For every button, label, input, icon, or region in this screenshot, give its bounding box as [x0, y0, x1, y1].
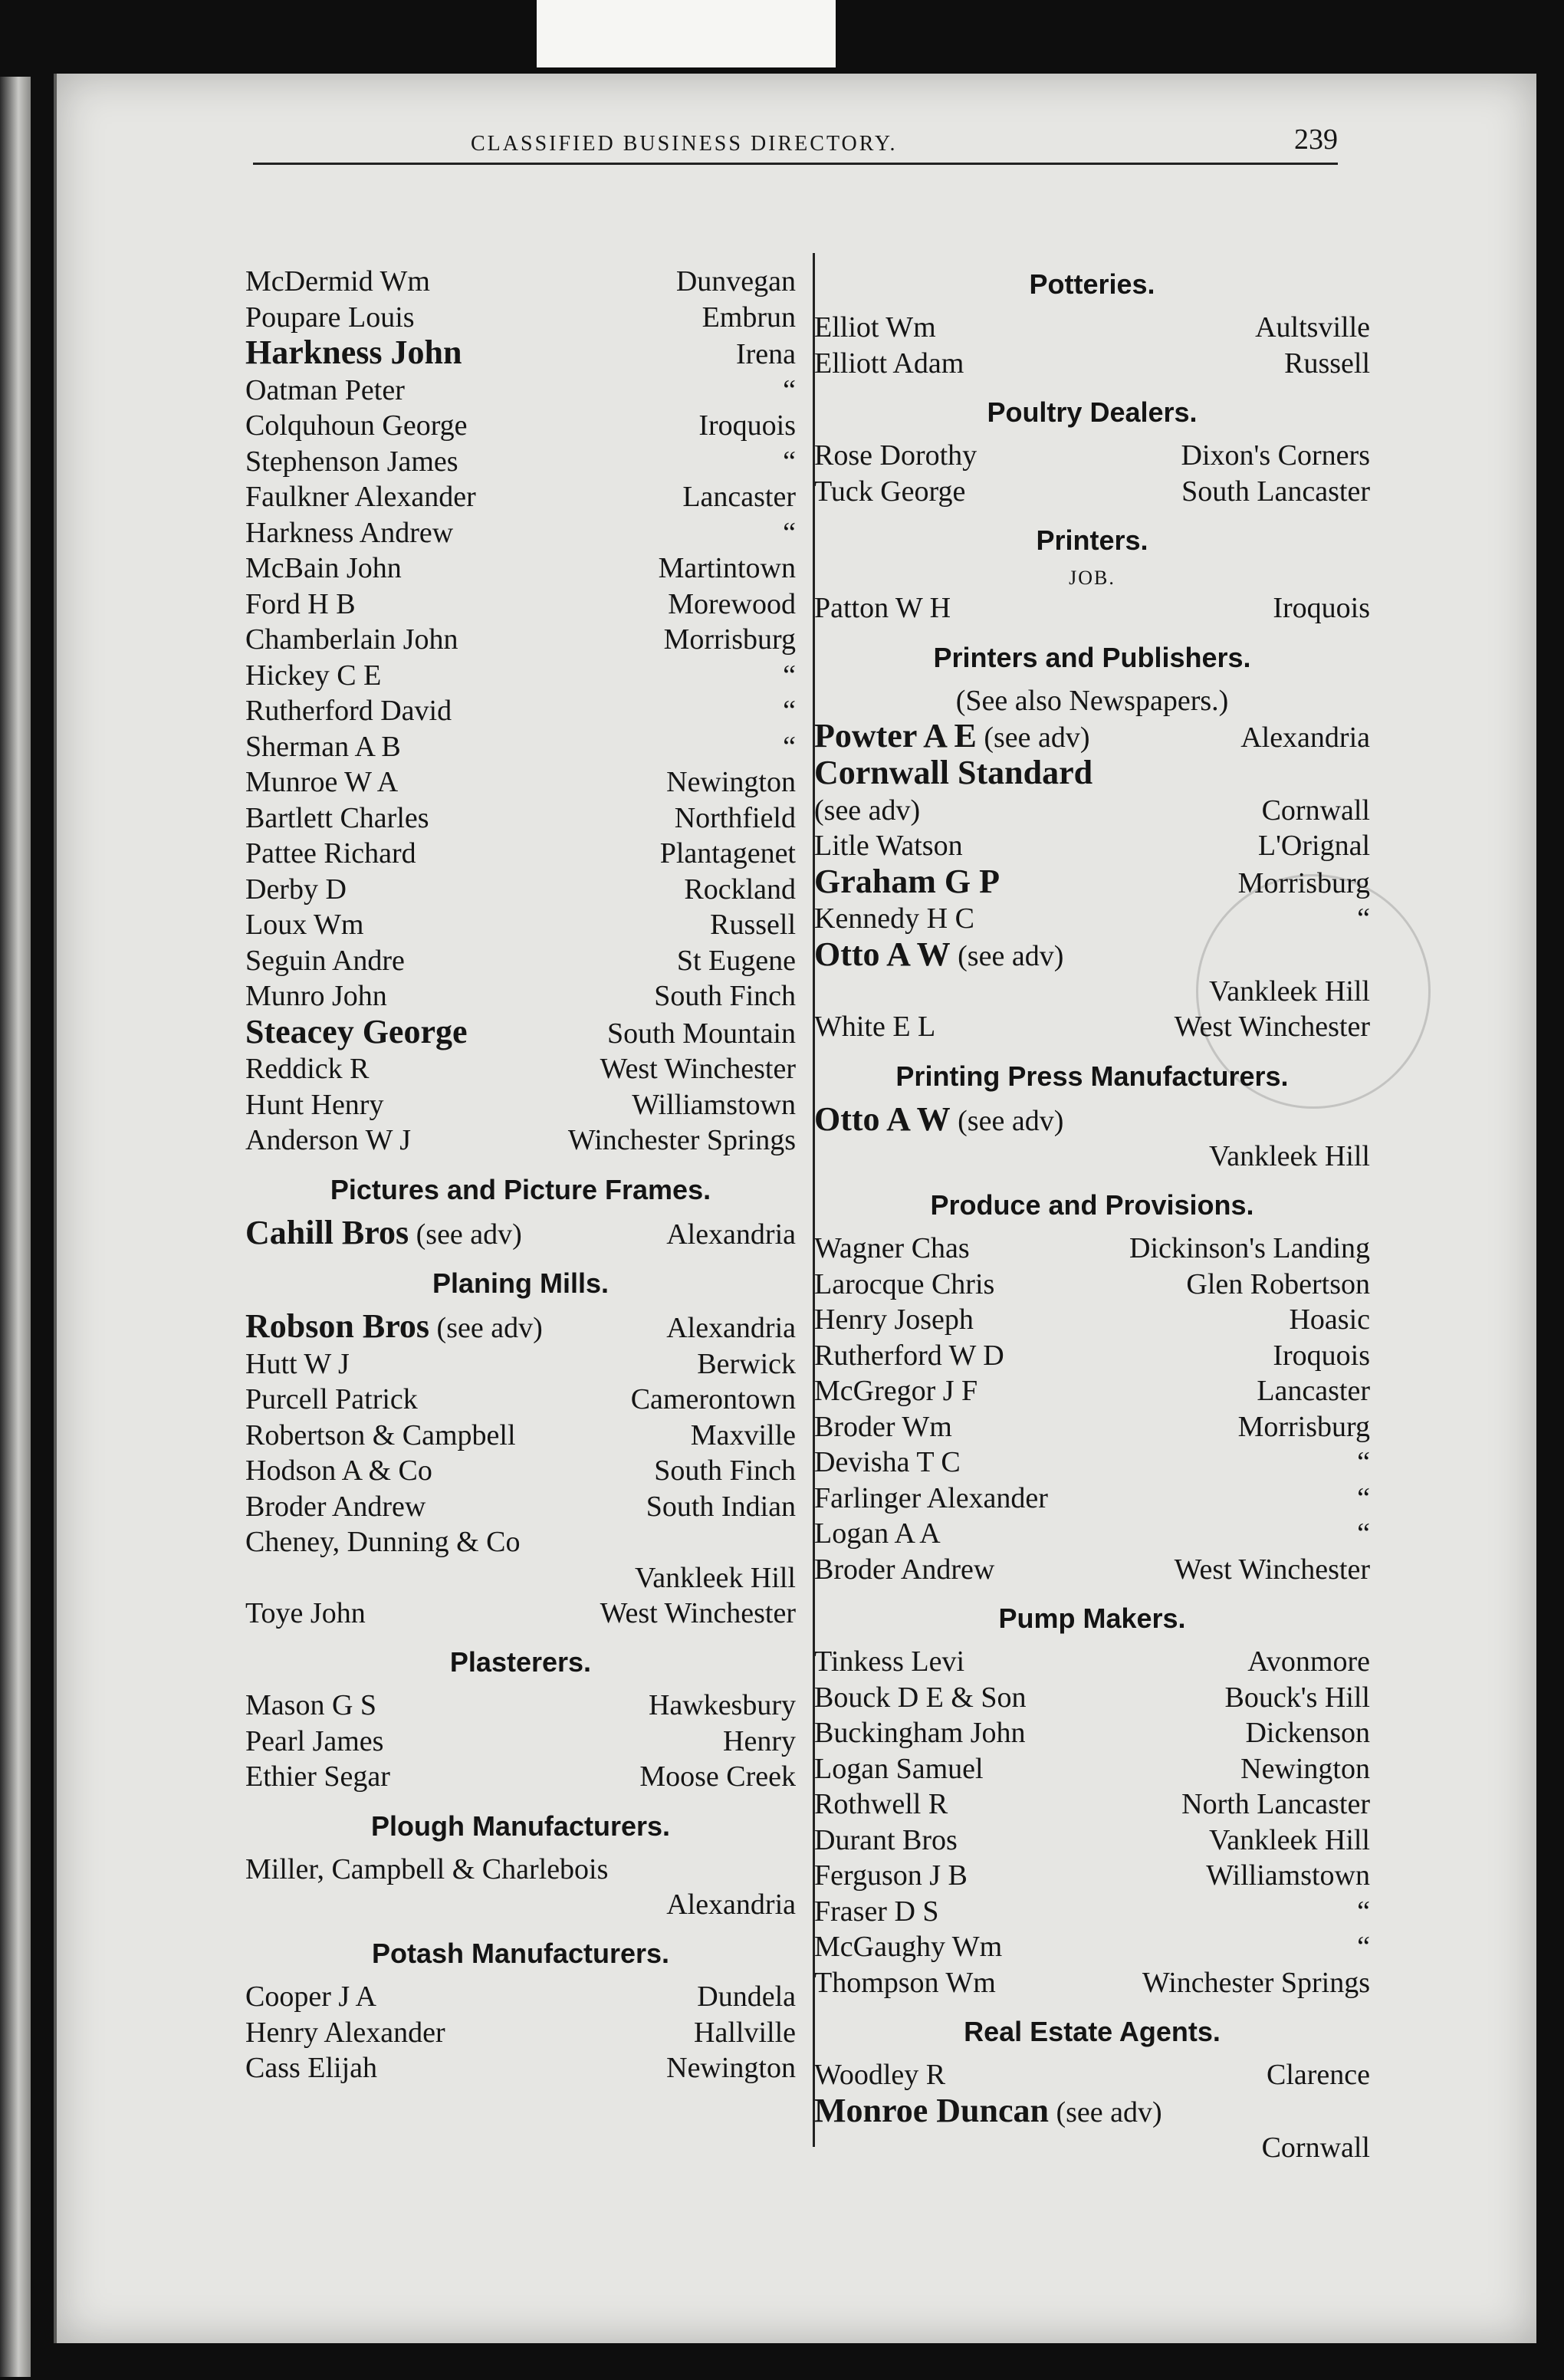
directory-entry [245, 444, 796, 480]
directory-entry [245, 587, 796, 623]
entry-name: Mason G S [245, 1689, 377, 1721]
directory-entry [245, 408, 796, 444]
entry-name: Rose Dorothy [814, 439, 978, 472]
entry-location: Hawkesbury [648, 1689, 796, 1721]
entry-name: Steacey George [245, 1012, 468, 1050]
entry-location: Morrisburg [663, 623, 796, 656]
section-heading: Pump Makers. [998, 1603, 1186, 1634]
entry-name: Larocque Chris [814, 1267, 995, 1300]
entry-name: Munroe W A [245, 766, 399, 798]
entry-name: Purcell Patrick [245, 1383, 418, 1415]
entry-location-continued: Vankleek Hill [1208, 975, 1370, 1008]
directory-entry [245, 658, 796, 694]
entry-location: Hallville [694, 2016, 796, 2049]
entry-location: Morewood [668, 587, 796, 620]
entry-name: Logan Samuel [814, 1752, 984, 1785]
section-heading: Printers and Publishers. [933, 641, 1251, 673]
entry-note: (see adv) [958, 1104, 1064, 1137]
entry-location: South Finch [654, 980, 796, 1012]
directory-entry [245, 1852, 796, 1888]
entry-location: “ [1357, 902, 1370, 935]
entry-name: (see adv) [814, 794, 921, 827]
entry-name: Ethier Segar [245, 1760, 390, 1793]
section-heading: Plasterers. [449, 1646, 592, 1678]
entry-name: Bouck D E & Son [814, 1681, 1027, 1714]
entry-name: Loux Wm [245, 909, 364, 941]
entry-location: West Winchester [1174, 1011, 1370, 1043]
entry-location: “ [783, 695, 796, 727]
entry-location: Dickinson's Landing [1129, 1232, 1370, 1264]
entry-location: “ [1357, 1931, 1370, 1963]
directory-entry [245, 1979, 796, 2015]
entry-name: Kennedy H C [814, 902, 974, 935]
entry-location: Alexandria [1240, 721, 1370, 754]
directory-entry [814, 1409, 1370, 1445]
entry-location: Russell [710, 909, 796, 941]
entry-note: (see adv) [436, 1312, 543, 1344]
entry-location: “ [783, 516, 796, 549]
entry-location: “ [1357, 1517, 1370, 1550]
entry-location: Clarence [1266, 2059, 1370, 2091]
entry-name: Reddick R [245, 1053, 370, 1085]
directory-entry [245, 1724, 796, 1760]
directory-entry [245, 479, 796, 515]
entry-name: Robson Bros [245, 1307, 430, 1345]
entry-name: Rothwell R [814, 1788, 948, 1820]
entry-name: Chamberlain John [245, 623, 458, 656]
entry-location: Russell [1284, 347, 1370, 380]
entry-note: (see adv) [1056, 2096, 1162, 2129]
directory-entry [245, 1123, 796, 1159]
directory-entry [245, 373, 796, 409]
directory-entry [245, 836, 796, 872]
entry-name: Tuck George [814, 475, 966, 508]
entry-location-continued: Alexandria [666, 1889, 796, 1921]
directory-entry [814, 1481, 1370, 1517]
entry-location: Winchester Springs [567, 1124, 796, 1156]
entry-name: Anderson W J [245, 1124, 412, 1156]
directory-entry [245, 1453, 796, 1489]
entry-name: McGaughy Wm [814, 1931, 1003, 1963]
directory-entry [814, 718, 1370, 756]
directory-entry [814, 1373, 1370, 1409]
directory-entry [814, 1644, 1370, 1680]
entry-location: Alexandria [666, 1312, 796, 1344]
directory-entry [245, 1014, 796, 1052]
directory-entry [245, 1051, 796, 1087]
entry-name: Poupare Louis [245, 301, 415, 334]
directory-entry [814, 1267, 1370, 1303]
entry-location: “ [783, 373, 796, 406]
entry-name: Broder Andrew [814, 1553, 995, 1586]
entry-location: Williamstown [632, 1088, 796, 1121]
entry-location: Alexandria [666, 1218, 796, 1251]
section-subheading: JOB. [1069, 567, 1116, 589]
directory-entry [814, 828, 1370, 864]
entry-name: Woodley R [814, 2059, 946, 2091]
directory-entry [245, 729, 796, 765]
entry-location: North Lancaster [1181, 1788, 1370, 1820]
entry-location: Williamstown [1206, 1859, 1370, 1892]
directory-entry [245, 943, 796, 979]
entry-location: Berwick [697, 1347, 796, 1380]
entry-location-continued: Vankleek Hill [1208, 1140, 1370, 1172]
entry-location: Iroquois [1273, 592, 1370, 624]
entry-name: Colquhoun George [245, 409, 468, 442]
section-heading: Real Estate Agents. [964, 2016, 1221, 2047]
entry-note: (see adv) [984, 721, 1090, 754]
directory-entry [814, 346, 1370, 382]
entry-location: Dundela [697, 1981, 796, 2013]
entry-name: Monroe Duncan [814, 2091, 1049, 2129]
entry-name: Miller, Campbell & Charlebois [245, 1852, 609, 1885]
directory-entry [245, 515, 796, 551]
entry-name: Devisha T C [814, 1446, 961, 1478]
entry-name: Harkness John [245, 334, 462, 371]
entry-name: Pattee Richard [245, 837, 416, 869]
entry-name: Cooper J A [245, 1981, 376, 2013]
entry-name: Henry Joseph [814, 1303, 974, 1336]
directory-entry [245, 1688, 796, 1724]
directory-entry [814, 310, 1370, 346]
entry-location: Vankleek Hill [1208, 1823, 1370, 1856]
entry-location: South Lancaster [1181, 475, 1370, 508]
entry-name: Otto A W [814, 1100, 951, 1138]
directory-entry [814, 474, 1370, 510]
entry-location: Newington [666, 766, 796, 798]
directory-entry [245, 978, 796, 1014]
left-column [245, 264, 796, 2086]
entry-note: (see adv) [958, 939, 1064, 972]
entry-location: Northfield [674, 801, 796, 834]
directory-entry [245, 800, 796, 837]
section-heading: Potash Manufacturers. [371, 1938, 670, 1969]
entry-location: Morrisburg [1237, 1410, 1370, 1443]
entry-name: Cass Elijah [245, 2052, 378, 2084]
page-number: 239 [1294, 123, 1338, 156]
directory-entry [245, 1596, 796, 1632]
entry-location: Lancaster [1257, 1375, 1370, 1407]
directory-entry [814, 1894, 1370, 1930]
section-heading: Planing Mills. [432, 1267, 610, 1299]
entry-name: Cheney, Dunning & Co [245, 1526, 521, 1558]
section-heading: Potteries. [1029, 268, 1155, 300]
section-heading: Poultry Dealers. [987, 396, 1198, 428]
entry-location: Bouck's Hill [1224, 1681, 1370, 1714]
right-column [814, 253, 1370, 2165]
directory-entry [814, 2057, 1370, 2093]
directory-entry [814, 1751, 1370, 1787]
entry-name: Pearl James [245, 1724, 384, 1757]
directory-entry [814, 864, 1370, 902]
directory-entry [245, 1418, 796, 1454]
directory-entry [814, 1102, 1370, 1139]
entry-location: Dunvegan [675, 265, 796, 298]
directory-entry [814, 1445, 1370, 1481]
directory-entry [245, 264, 796, 300]
entry-location: Aultsville [1255, 311, 1370, 344]
entry-name: Buckingham John [814, 1717, 1026, 1749]
entry-location: Maxville [690, 1418, 796, 1451]
entry-name: Thompson Wm [814, 1966, 996, 1999]
directory-entry [245, 1087, 796, 1123]
binding-edge [0, 77, 31, 2377]
section-note: (See also Newspapers.) [955, 684, 1229, 717]
directory-entry [245, 1215, 796, 1253]
directory-entry [245, 2015, 796, 2051]
entry-name: Stephenson James [245, 445, 458, 478]
entry-location: Plantagenet [659, 837, 796, 869]
entry-name: McDermid Wm [245, 265, 430, 298]
entry-location: Moose Creek [639, 1760, 796, 1793]
entry-name: Robertson & Campbell [245, 1418, 516, 1451]
directory-entry [814, 1338, 1370, 1374]
entry-location: Hoasic [1289, 1303, 1370, 1336]
entry-location: Rockland [684, 873, 796, 906]
entry-location: Embrun [702, 301, 796, 334]
directory-entry [814, 1823, 1370, 1859]
paper-tab [537, 0, 836, 67]
section-heading: Produce and Provisions. [930, 1189, 1254, 1221]
entry-name: Henry Alexander [245, 2016, 445, 2049]
entry-location: Iroquois [698, 409, 796, 442]
entry-location: “ [1357, 1481, 1370, 1514]
entry-location: West Winchester [600, 1596, 796, 1629]
section-heading: Plough Manufacturers. [370, 1810, 671, 1842]
directory-entry [245, 551, 796, 587]
entry-name: Patton W H [814, 592, 951, 624]
entry-name: Rutherford W D [814, 1339, 1004, 1372]
directory-entry [245, 1382, 796, 1418]
entry-location: West Winchester [600, 1053, 796, 1085]
entry-name: Tinkess Levi [814, 1645, 965, 1678]
entry-name: Harkness Andrew [245, 516, 454, 549]
directory-entry [814, 1858, 1370, 1894]
directory-entry [245, 872, 796, 908]
entry-location: Dickenson [1245, 1717, 1370, 1749]
entry-location-continued: Vankleek Hill [634, 1561, 796, 1594]
entry-name: Oatman Peter [245, 373, 405, 406]
entry-location: Camerontown [630, 1383, 796, 1415]
section-heading: Printers. [1036, 524, 1148, 556]
entry-location: L'Orignal [1257, 830, 1370, 862]
entry-name: Graham G P [814, 862, 1000, 900]
entry-name: Elliott Adam [814, 347, 964, 380]
entry-name: Logan A A [814, 1517, 941, 1550]
entry-location: Henry [723, 1724, 796, 1757]
entry-location: Avonmore [1247, 1645, 1370, 1678]
entry-location: Irena [735, 338, 796, 370]
entry-note: (see adv) [416, 1218, 522, 1251]
entry-location: “ [1357, 1446, 1370, 1478]
entry-name: Sherman A B [245, 730, 401, 763]
directory-entry [814, 590, 1370, 626]
entry-location: South Indian [646, 1490, 796, 1523]
entry-name: Broder Wm [814, 1410, 952, 1443]
entry-name: Rutherford David [245, 695, 452, 727]
entry-name: Hunt Henry [245, 1088, 384, 1121]
entry-location: West Winchester [1174, 1553, 1370, 1586]
directory-entry [814, 1680, 1370, 1716]
entry-name: Munro John [245, 980, 387, 1012]
directory-entry [245, 764, 796, 800]
entry-name: Hodson A & Co [245, 1455, 432, 1487]
directory-entry [814, 1302, 1370, 1338]
entry-location-continued: Cornwall [1261, 2132, 1370, 2164]
directory-entry [245, 693, 796, 729]
entry-location: Glen Robertson [1186, 1267, 1370, 1300]
entry-name: Durant Bros [814, 1823, 958, 1856]
entry-location: “ [783, 659, 796, 692]
directory-entry [814, 1009, 1370, 1045]
directory-entry [245, 1489, 796, 1525]
entry-name: Ford H B [245, 587, 356, 620]
entry-name: Powter A E [814, 716, 977, 754]
entry-name: Ferguson J B [814, 1859, 968, 1892]
directory-entry [245, 1346, 796, 1382]
directory-entry [245, 300, 796, 336]
entry-location: South Finch [654, 1455, 796, 1487]
directory-entry [814, 793, 1370, 829]
entry-name: McGregor J F [814, 1375, 978, 1407]
entry-name: Faulkner Alexander [245, 481, 476, 513]
entry-location: Newington [1240, 1752, 1370, 1785]
directory-entry [814, 937, 1370, 975]
entry-name: Wagner Chas [814, 1232, 970, 1264]
entry-name: Fraser D S [814, 1895, 939, 1928]
header-rule [253, 163, 1338, 165]
entry-location: Morrisburg [1237, 866, 1370, 899]
page-title: CLASSIFIED BUSINESS DIRECTORY. [471, 132, 898, 156]
entry-name: White E L [814, 1011, 936, 1043]
directory-entry [814, 1715, 1370, 1751]
entry-name: Farlinger Alexander [814, 1481, 1048, 1514]
directory-entry [814, 1787, 1370, 1823]
directory-entry [814, 1965, 1370, 2001]
entry-location: Winchester Springs [1142, 1966, 1370, 1999]
entry-location: “ [783, 730, 796, 763]
directory-entry [814, 755, 1370, 793]
section-heading: Pictures and Picture Frames. [330, 1173, 711, 1205]
entry-location: Newington [666, 2052, 796, 2084]
entry-name: Derby D [245, 873, 347, 906]
entry-name: Bartlett Charles [245, 801, 429, 834]
entry-location: Lancaster [682, 481, 796, 513]
entry-name: Litle Watson [814, 830, 963, 862]
entry-location: Cornwall [1261, 794, 1370, 827]
entry-location: “ [1357, 1895, 1370, 1928]
section-heading: Printing Press Manufacturers. [895, 1060, 1289, 1092]
entry-name: Broder Andrew [245, 1490, 426, 1523]
directory-entry [245, 1309, 796, 1346]
entry-location: Martintown [658, 552, 796, 584]
entry-name: Seguin Andre [245, 944, 405, 977]
entry-location: South Mountain [607, 1017, 796, 1050]
directory-entry [245, 1759, 796, 1795]
entry-location: Dixon's Corners [1181, 439, 1370, 472]
directory-entry [814, 1231, 1370, 1267]
directory-entry [814, 1516, 1370, 1552]
entry-location: “ [783, 445, 796, 478]
directory-entry [245, 1524, 796, 1560]
entry-name: McBain John [245, 552, 402, 584]
entry-name: Hickey C E [245, 659, 382, 692]
directory-entry [814, 438, 1370, 474]
entry-name: Cornwall Standard [814, 754, 1093, 791]
directory-entry [245, 335, 796, 373]
directory-entry [814, 2093, 1370, 2131]
directory-entry [245, 2050, 796, 2086]
directory-entry [814, 1929, 1370, 1965]
directory-entry [814, 901, 1370, 937]
entry-location: Iroquois [1273, 1339, 1370, 1372]
entry-name: Toye John [245, 1596, 366, 1629]
entry-name: Otto A W [814, 935, 951, 973]
directory-entry [245, 907, 796, 943]
entry-name: Elliot Wm [814, 311, 936, 344]
directory-entry [245, 622, 796, 658]
entry-location: St Eugene [676, 944, 796, 977]
directory-entry [814, 1552, 1370, 1588]
entry-name: Hutt W J [245, 1347, 350, 1380]
entry-name: Cahill Bros [245, 1213, 409, 1251]
